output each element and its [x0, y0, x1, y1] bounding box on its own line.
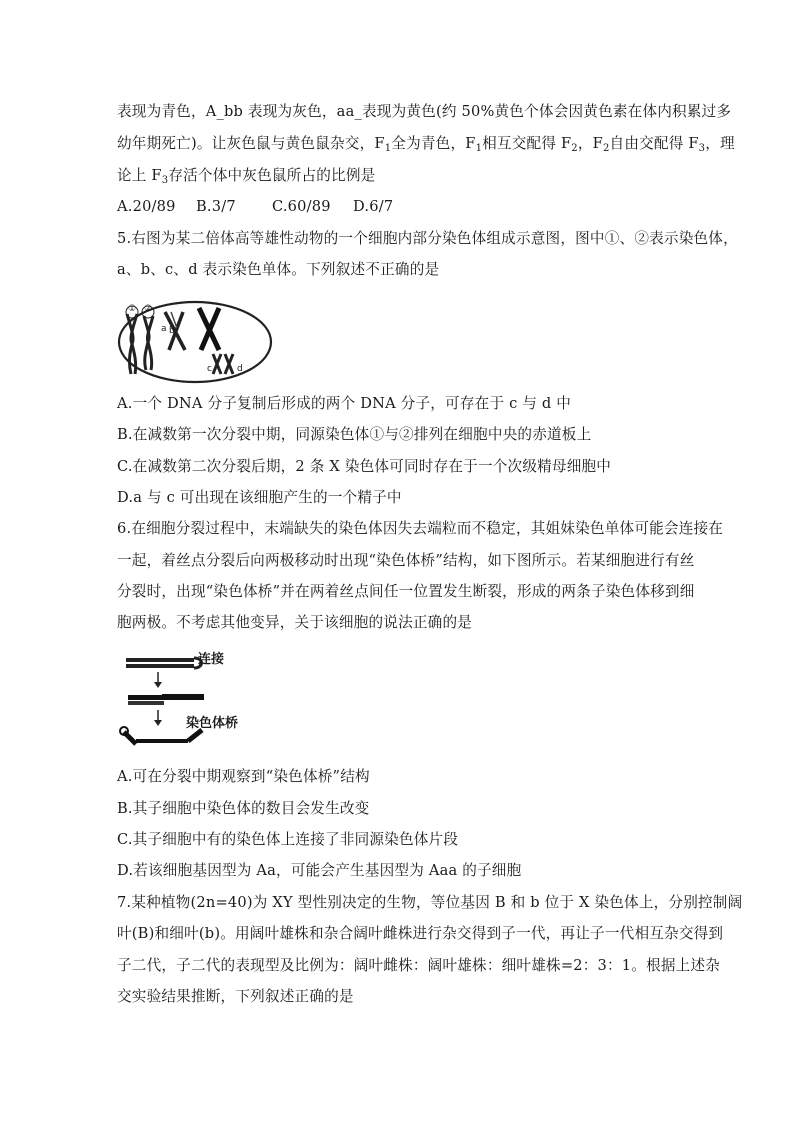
q4-text-line-1: 表现为青色，A_bb 表现为灰色，aa_表现为黄色(约 50%黄色个体会因黄色素在体内积累过多 — [117, 103, 732, 120]
q5-option-c: C.在减数第二次分裂后期，2 条 X 染色体可同时存在于一个次级精母细胞中 — [117, 458, 612, 475]
cell-chromosome-figure — [115, 298, 275, 390]
q6-option-a: A.可在分裂中期观察到“染色体桥”结构 — [117, 768, 370, 785]
label-chromosome-2: ② — [144, 304, 153, 314]
q4-option-d: D.6/7 — [353, 198, 394, 215]
q4-option-b: B.3/7 — [196, 198, 236, 215]
label-chromosome-1: ① — [128, 304, 137, 314]
label-chromatid-a: a — [161, 324, 167, 334]
q4-text-line-3: 论上 $F_3$存活个体中灰色鼠所占的比例是 — [117, 167, 376, 186]
q4-option-a: A.20/89 — [117, 198, 176, 215]
q4-option-c: C.60/89 — [272, 198, 331, 215]
q5-text-line-2: a、b、c、d 表示染色单体。下列叙述不正确的是 — [117, 261, 440, 278]
q5-option-d: D.a 与 c 可出现在该细胞产生的一个精子中 — [117, 489, 402, 506]
label-chromosome-bridge: 染色体桥 — [186, 716, 239, 731]
bridge-diagram — [118, 648, 268, 752]
q6-option-c: C.其子细胞中有的染色体上连接了非同源染色体片段 — [117, 831, 459, 848]
q7-text-line-3: 子二代，子二代的表现型及比例为：阔叶雌株：阔叶雄株：细叶雄株=2：3：1。根据上述杂 — [117, 957, 721, 974]
q4-text-line-2: 幼年期死亡)。让灰色鼠与黄色鼠杂交，$F_1$全为青色，$F_1$相互交配得 $F_2$，$F_2$自由交配得 $F_3$，理 — [117, 135, 735, 154]
q6-text-line-3: 分裂时，出现“染色体桥”并在两着丝点间任一位置发生断裂，形成的两条子染色体移到细 — [117, 583, 695, 600]
q5-text-line-1: 5.右图为某二倍体高等雄性动物的一个细胞内部分染色体组成示意图，图中①、②表示染色体， — [117, 230, 738, 247]
label-chromatid-b: b — [169, 326, 175, 336]
label-chromatid-d: d — [237, 364, 243, 374]
label-chromatid-c: c — [207, 364, 212, 374]
cell-diagram — [115, 298, 275, 390]
q6-text-line-1: 6.在细胞分裂过程中，末端缺失的染色体因失去端粒而不稳定，其姐妹染色单体可能会连接在 — [117, 520, 724, 537]
q6-text-line-2: 一起，着丝点分裂后向两极移动时出现“染色体桥”结构，如下图所示。若某细胞进行有丝 — [117, 552, 695, 569]
q6-option-b: B.其子细胞中染色体的数目会发生改变 — [117, 800, 370, 817]
label-connect: 连接 — [198, 652, 225, 667]
q7-text-line-4: 交实验结果推断，下列叙述正确的是 — [117, 988, 354, 1005]
q5-option-a: A.一个 DNA 分子复制后形成的两个 DNA 分子，可存在于 c 与 d 中 — [117, 395, 572, 412]
q4-options — [117, 197, 393, 217]
q5-option-b: B.在减数第一次分裂中期，同源染色体①与②排列在细胞中央的赤道板上 — [117, 426, 592, 443]
q6-option-d: D.若该细胞基因型为 Aa，可能会产生基因型为 Aaa 的子细胞 — [117, 862, 522, 879]
chromosome-bridge-figure — [118, 648, 268, 752]
q7-text-line-1: 7.某种植物(2n=40)为 XY 型性别决定的生物，等位基因 B 和 b 位于 X 染色体上，分别控制阔 — [117, 894, 743, 911]
q7-text-line-2: 叶(B)和细叶(b)。用阔叶雄株和杂合阔叶雌株进行杂交得到子一代，再让子一代相互杂交得到 — [117, 925, 724, 942]
q6-text-line-4: 胞两极。不考虑其他变异，关于该细胞的说法正确的是 — [117, 614, 473, 631]
